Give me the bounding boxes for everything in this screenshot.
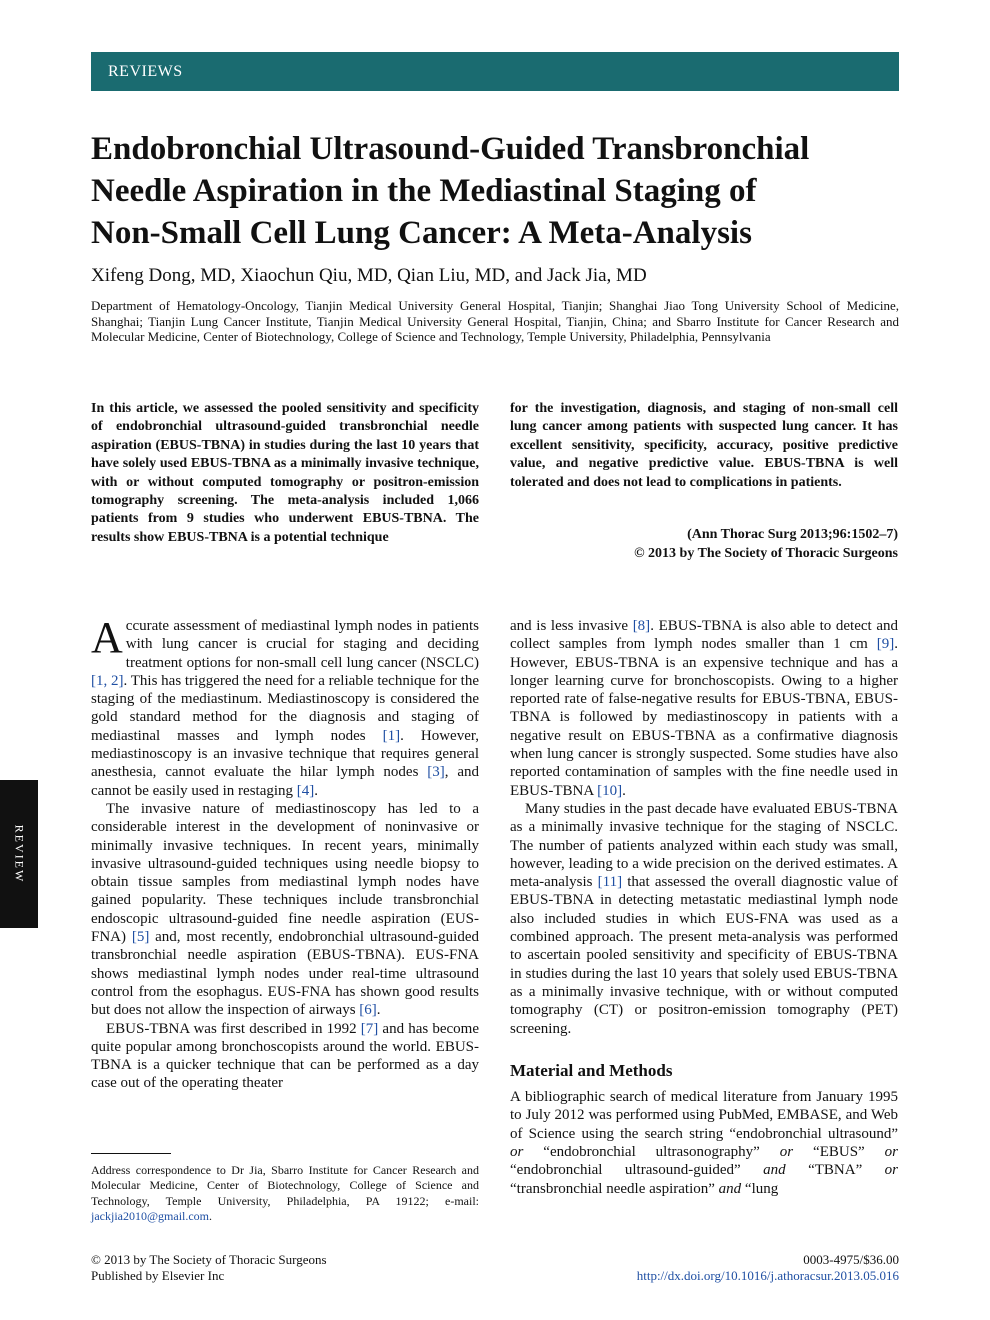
journal-citation: (Ann Thorac Surg 2013;96:1502–7) — [687, 527, 898, 542]
footer-issn: 0003-4975/$36.00 — [803, 1252, 899, 1267]
body-paragraph: A bibliographic search of medical literature from January 1995 to July 2012 was performed using PubMed, EMBASE, and Web of Science using the search string “endobronchial ultrasound” or “endobronchial ultrasonography” or “EBUS” or “endobronchial ultrasound-guided” and “TBNA” or “transbronchial needle aspiration” and “lung — [510, 1089, 898, 1197]
abstract-left: In this article, we assessed the pooled sensitivity and specificity of endobronchial ultrasound-guided transbronchial needle aspiration (EBUS-TBNA) in studies during the last 10 years that have solely used EBUS-TBNA as a minimally invasive technique, with or without computed tomography or positron-emission tomography screening. The meta-analysis included 1,066 patients from 9 studies who underwent EBUS-TBNA. The results show EBUS-TBNA is a potential technique — [91, 401, 479, 545]
title-line: Endobronchial Ultrasound-Guided Transbronchial — [91, 131, 810, 167]
reference-link[interactable]: [3] — [427, 764, 445, 781]
footer-publisher: Published by Elsevier Inc — [91, 1267, 225, 1283]
reference-link[interactable]: [11] — [597, 874, 623, 891]
section-heading: Material and Methods — [510, 1060, 673, 1080]
reference-link[interactable]: [1] — [382, 727, 401, 744]
affiliations: Department of Hematology-Oncology, Tianjin Medical University General Hospital, Tianjin; Shanghai Jiao Tong University School of Medicine, Shanghai; Tianjin Lung Cancer Institute, Tianjin Medical University General Hospital, Tianjin, China; and Sbarro Institute for Cancer Research and Molecular Medicine, Center of Biotechnology, College of Science and Technology, Temple University, Philadelphia, Pennsylvania — [91, 298, 899, 344]
section-label: REVIEWS — [108, 63, 183, 80]
reference-link[interactable]: [1, 2] — [91, 672, 124, 689]
drop-cap: A — [91, 613, 123, 662]
side-tab-label: REVIEW — [12, 824, 27, 884]
footnote-divider — [91, 1153, 171, 1154]
body-column-left — [91, 613, 479, 1093]
reference-link[interactable]: [5] — [131, 929, 150, 946]
title-line: Needle Aspiration in the Mediastinal Staging of — [91, 173, 757, 209]
author-list: Xifeng Dong, MD, Xiaochun Qiu, MD, Qian Liu, MD, and Jack Jia, MD — [91, 265, 647, 286]
abstract-right: for the investigation, diagnosis, and staging of non-small cell lung cancer among patients with suspected lung cancer. It has excellent sensitivity, specificity, accuracy, positive predictive value, and negative predictive value. EBUS-TBNA is well tolerated and does not lead to complications in patients. — [510, 401, 898, 490]
reference-link[interactable]: [6] — [359, 1002, 377, 1019]
reference-link[interactable]: [7] — [360, 1020, 379, 1037]
footer-left — [91, 1252, 327, 1283]
reference-link[interactable]: [8] — [632, 618, 651, 634]
body-paragraph: Accurate assessment of mediastinal lymph nodes in patients with lung cancer is crucial for staging and deciding treatment options for non-small cell lung cancer (NSCLC) [1, 2]. This has triggered the need for a reliable technique for the staging of the mediastinum. Mediastinoscopy is considered the gold standard method for the diagnosis and staging of mediastinal masses and lymph nodes [1]. However, mediastinoscopy is an invasive technique that requires general anesthesia, cannot evaluate the hilar lymph nodes [3], and cannot be easily used in restaging [4]. — [91, 613, 479, 799]
body-paragraph: EBUS-TBNA was first described in 1992 [7] and has become quite popular among bronchoscopists around the world. EBUS-TBNA is a quicker technique that can be performed as a day case out of the operating theater — [91, 1020, 479, 1092]
reference-link[interactable]: [10] — [597, 782, 623, 799]
reference-link[interactable]: [4] — [296, 782, 315, 799]
abstract-copyright: © 2013 by The Society of Thoracic Surgeons — [634, 546, 898, 561]
body-paragraph: and is less invasive [8]. EBUS-TBNA is also able to detect and collect samples from lymph nodes smaller than 1 cm [9]. However, EBUS-TBNA is an expensive technique and has a longer learning curve for bronchoscopists. Owing to a higher reported rate of false-negative results for EBUS-TBNA, EBUS-TBNA is followed by mediastinoscopy in patients with a negative result on EBUS-TBNA as a confirmative diagnosis when lung cancer is strongly suspected. Some studies have also reported contamination of samples with the fine needle used in EBUS-TBNA [10]. — [510, 618, 898, 799]
section-banner — [91, 52, 899, 91]
article-title — [91, 128, 911, 254]
reference-link[interactable]: [9] — [876, 636, 895, 653]
email-link[interactable]: jackjia2010@gmail.com — [91, 1209, 210, 1224]
title-line: Non-Small Cell Lung Cancer: A Meta-Analysis — [91, 215, 752, 251]
footer-right — [637, 1252, 899, 1283]
body-paragraph: Many studies in the past decade have evaluated EBUS-TBNA as a minimally invasive technique for the staging of NSCLC. The number of patients analyzed within each study was small, however, leading to a wide precision on the derived estimates. A meta-analysis [11] that assessed the overall diagnostic value of EBUS-TBNA in detecting metastatic mediastinal lymph node also included studies in which EUS-FNA was used as a combined approach. The present meta-analysis was performed to ascertain pooled sensitivity and specificity of EBUS-TBNA in studies during the last 10 years that solely used EBUS-TBNA as a minimally invasive technique, with or without computed tomography (CT) or positron-emission tomography (PET) screening. — [510, 800, 898, 1037]
body-column-right — [510, 617, 898, 1198]
correspondence-footnote: Address correspondence to Dr Jia, Sbarro Institute for Cancer Research and Molecular Medicine, Center of Biotechnology, College of Science and Technology, Temple University, Philadelphia, PA 19122; e-mail: jackjia2010@gmail.com. — [91, 1163, 479, 1224]
footer-copyright: © 2013 by The Society of Thoracic Surgeons — [91, 1252, 327, 1267]
review-side-tab — [0, 780, 38, 928]
doi-link[interactable]: http://dx.doi.org/10.1016/j.athoracsur.2013.05.016 — [636, 1267, 899, 1283]
body-paragraph: The invasive nature of mediastinoscopy has led to a considerable interest in the development of noninvasive or minimally invasive techniques. In recent years, minimally invasive ultrasound-guided techniques using needle biopsy to obtain tissue samples from mediastinal lymph nodes have gained popularity. These techniques include transbronchial endoscopic ultrasound-guided fine needle aspiration (EUS-FNA) [5] and, most recently, endobronchial ultrasound-guided transbronchial needle aspiration (EBUS-TBNA). EUS-FNA shows mediastinal lymph nodes under real-time ultrasound control from the esophagus. EUS-FNA has shown good results but does not allow the inspection of airways [6]. — [91, 800, 479, 1019]
